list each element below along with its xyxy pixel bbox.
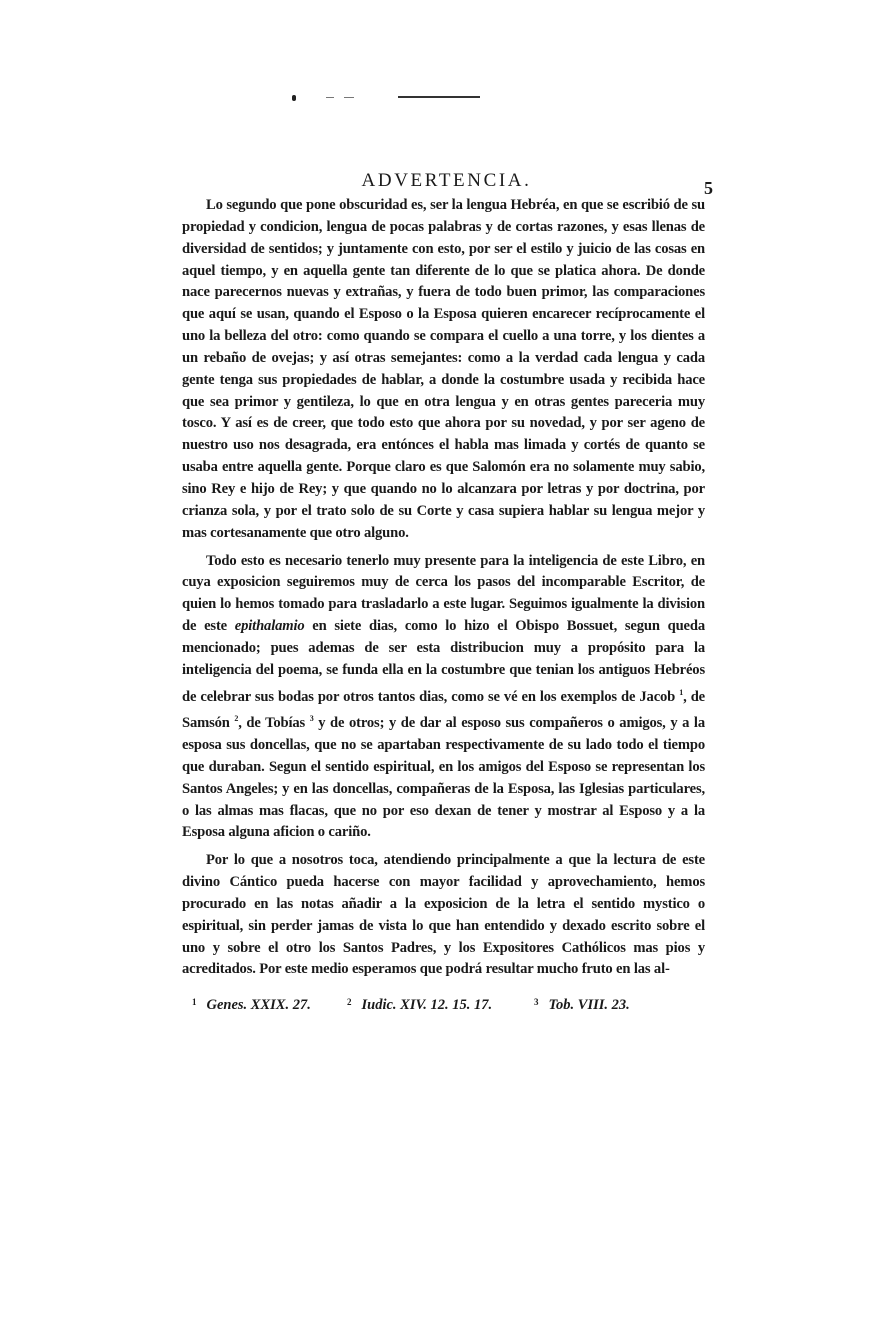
page-number: 5 (704, 178, 713, 198)
footnote-mark: 3 (534, 997, 539, 1007)
paragraph-text: , de Samsón (182, 688, 705, 732)
footnote-text: Tob. VIII. 23. (548, 997, 630, 1013)
footnote (192, 997, 347, 1014)
head-ornament (288, 91, 488, 103)
footnote-text: Genes. XXIX. 27. (206, 997, 311, 1013)
ornament-dash (326, 97, 334, 98)
footnote-text: Iudic. XIV. 12. 15. 17. (361, 997, 493, 1013)
footnote-mark: 1 (192, 997, 197, 1007)
paragraph-text: Todo esto es necesario tenerlo muy presente para la inteligencia de este Libro, en cuya exposicion seguiremos muy de cerca los pasos del incomparable Escritor, de quien lo hemos tomado para trasladarlo a este lugar. Seguimos igualmente la division de este (182, 552, 705, 635)
footnote-ref: 3 (309, 714, 314, 724)
footnote (534, 997, 630, 1014)
footnote (347, 997, 534, 1014)
italic-term: epithalamio (234, 618, 305, 635)
ornament-dot (292, 95, 296, 101)
paragraph-text: y de otros; y de dar al esposo sus compañeros o amigos, y a la esposa sus doncellas, que no se apartaban respectivamente de su lado todo el tiempo que duraban. Segun el sentido espiritual, en los amigos del Esposo se representan los Santos Angeles; y en las doncellas, compañeras de la Esposa, las Iglesias particulares, o las almas mas flacas, que no por eso dexan de tener y mostrar al Esposo y a la Esposa alguna aficion o cariño. (182, 715, 705, 841)
paragraph: Por lo que a nosotros toca, atendiendo principalmente a que la lectura de este divino Cántico pueda hacerse con mayor facilidad y aprovechamiento, hemos procurado en las notas añadir a la exposicion de la letra el sentido mystico o espiritual, sin perder jamas de vista lo que han entendido y dexado escrito sobre el uno y sobre el otro los Santos Padres, y los Expositores Cathólicos mas pios y acreditados. Por este medio esperamos que podrá resultar mucho fruto en las al- (182, 852, 705, 978)
footnote-mark: 2 (347, 997, 352, 1007)
paragraph: Lo segundo que pone obscuridad es, ser la lengua Hebréa, en que se escribió de su propiedad y condicion, lengua de pocas palabras y de cortas razones, y esas llenas de diversidad de sentidos; y juntamente con esto, por ser el estilo y juicio de las cosas en aquel tiempo, y en aquella gente tan diferente de lo que se platica ahora. De donde nace parecernos nuevas y extrañas, y fuera de todo buen primor, las comparaciones que aquí se usan, quando el Esposo o la Esposa quieren encarecer recíprocamente el uno la belleza del otro: como quando se compara el cuello a una torre, y los dientes a un rebaño de ovejas; y así otras semejantes: como a la verdad cada lengua y cada gente tenga sus propiedades de hablar, a donde la costumbre usada y recibida hace que sea primor y gentileza, lo que en otra lengua y en otras gentes pareceria muy tosco. Y así es de creer, que todo esto que ahora por su novedad, y por ser ageno de nuestro uso nos desagrada, era entónces el habla mas limada y cortés de quanto se usaba entre aquella gente. Porque claro es que Salomón era no solamente muy sabio, sino Rey e hijo de Rey; y que quando no lo alcanzara por letras y por doctrina, por crianza sola, y por el trato solo de su Corte y casa supiera hablar su lengua mejor y mas cortesanamente que otro alguno. (182, 197, 705, 541)
footnote-ref: 2 (234, 714, 239, 724)
page-title: ADVERTENCIA. (361, 170, 532, 191)
ornament-rule (398, 96, 480, 98)
footnote-ref: 1 (679, 687, 684, 697)
paragraph (182, 551, 705, 845)
paragraph-text: en siete dias, como lo hizo el Obispo Bossuet, segun queda mencionado; pues ademas de ser esta distribucion muy a propósito para la inteligencia del poema, se funda ella en la costumbre que tenian los antiguos Hebréos de celebrar sus bodas por otros tantos dias, como se vé en los exemplos de Jacob (182, 618, 705, 705)
body-text (182, 195, 705, 981)
footnotes (192, 997, 692, 1014)
ornament-dash (344, 97, 354, 98)
paragraph-text: , de Tobías (238, 715, 306, 732)
